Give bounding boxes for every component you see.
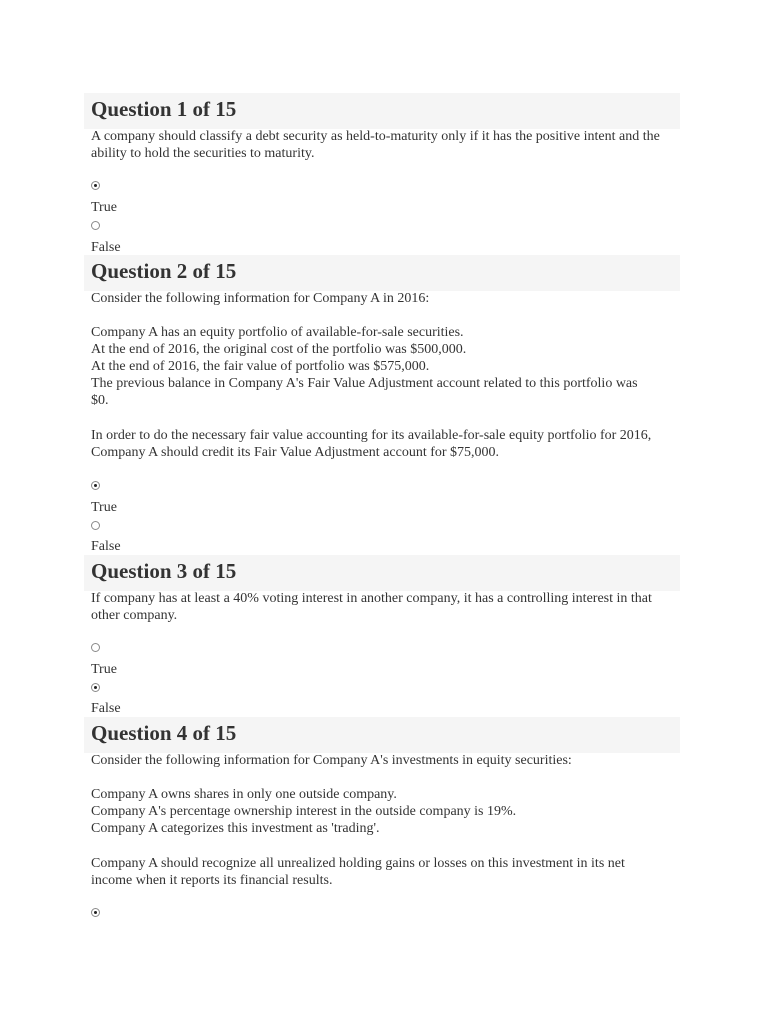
option-label-true: True: [91, 200, 117, 215]
question-text-line: Consider the following information for Company A's investments in equity securities:: [91, 753, 572, 768]
radio-true[interactable]: [91, 643, 100, 652]
option-label-true: True: [91, 662, 117, 677]
option-label-false: False: [91, 701, 121, 716]
option-label-false: False: [91, 240, 121, 255]
radio-false[interactable]: [91, 683, 100, 692]
question-text-line: In order to do the necessary fair value accounting for its available-for-sale equity portfolio for 2016,: [91, 428, 652, 443]
question-text-line: If company has at least a 40% voting interest in another company, it has a controlling interest in that: [91, 591, 652, 606]
radio-false[interactable]: [91, 521, 100, 530]
question-text-line: Company A categorizes this investment as 'trading'.: [91, 821, 380, 836]
question-text-line: At the end of 2016, the original cost of the portfolio was $500,000.: [91, 342, 467, 357]
question-text-line: $0.: [91, 393, 109, 408]
question-text-line: ability to hold the securities to maturity.: [91, 146, 315, 161]
radio-false[interactable]: [91, 221, 100, 230]
question-text-line: Consider the following information for Company A in 2016:: [91, 291, 430, 306]
question-text-line: Company A should credit its Fair Value Adjustment account for $75,000.: [91, 445, 500, 460]
radio-true[interactable]: [91, 181, 100, 190]
radio-true[interactable]: [91, 908, 100, 917]
question-text-line: At the end of 2016, the fair value of portfolio was $575,000.: [91, 359, 430, 374]
question-text-line: Company A should recognize all unrealized holding gains or losses on this investment in its net: [91, 856, 625, 871]
option-label-true: True: [91, 500, 117, 515]
question-title: Question 2 of 15: [91, 259, 237, 283]
option-label-false: False: [91, 539, 121, 554]
question-title: Question 1 of 15: [91, 97, 237, 121]
question-header: [84, 555, 680, 591]
question-header: [84, 93, 680, 129]
question-title: Question 4 of 15: [91, 721, 237, 745]
question-text-line: Company A owns shares in only one outside company.: [91, 787, 397, 802]
question-text-line: Company A's percentage ownership interest in the outside company is 19%.: [91, 804, 517, 819]
question-text-line: other company.: [91, 608, 178, 623]
question-title: Question 3 of 15: [91, 559, 237, 583]
radio-true[interactable]: [91, 481, 100, 490]
question-text-line: A company should classify a debt security as held-to-maturity only if it has the positive intent and the: [91, 129, 660, 144]
question-text-line: Company A has an equity portfolio of available-for-sale securities.: [91, 325, 464, 340]
question-header: [84, 255, 680, 291]
question-header: [84, 717, 680, 753]
question-text-line: income when it reports its financial results.: [91, 873, 333, 888]
question-text-line: The previous balance in Company A's Fair Value Adjustment account related to this portfolio was: [91, 376, 638, 391]
